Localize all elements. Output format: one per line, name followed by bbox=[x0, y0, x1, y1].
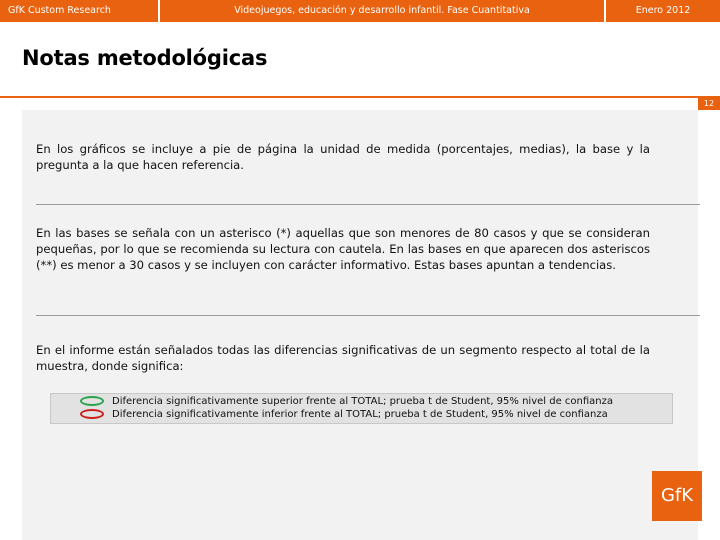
page-title: Notas metodológicas bbox=[22, 46, 268, 70]
note-paragraph-significance: En el informe están señalados todas las diferencias significativas de un segmento respecto al total de la muestra, donde significa: bbox=[36, 343, 650, 373]
section-separator bbox=[36, 315, 700, 316]
header-company: GfK Custom Research bbox=[0, 0, 158, 22]
header-bar bbox=[0, 0, 720, 22]
header-date: Enero 2012 bbox=[606, 0, 720, 22]
title-divider bbox=[0, 96, 720, 98]
legend-item-inferior: Diferencia significativamente inferior frente al TOTAL; prueba t de Student, 95% nivel de confianza bbox=[112, 409, 608, 420]
page-number: 12 bbox=[698, 98, 720, 110]
red-ellipse-icon bbox=[80, 409, 104, 419]
content-panel bbox=[22, 110, 698, 540]
green-ellipse-icon bbox=[80, 396, 104, 406]
section-separator bbox=[36, 204, 700, 205]
legend-item-superior: Diferencia significativamente superior frente al TOTAL; prueba t de Student, 95% nivel de confianza bbox=[112, 396, 614, 407]
note-paragraph-units: En los gráficos se incluye a pie de página la unidad de medida (porcentajes, medias), la base y la pregunta a la que hacen referencia. bbox=[36, 142, 650, 172]
note-paragraph-bases: En las bases se señala con un asterisco (*) aquellas que son menores de 80 casos y que se consideran pequeñas, por lo que se recomienda su lectura con cautela. En las bases en que aparecen dos asteriscos (**) es menor a 30 casos y se incluyen con carácter informativo. Estas bases apuntan a tendencias. bbox=[36, 226, 650, 272]
header-study-title: Videojuegos, educación y desarrollo infantil. Fase Cuantitativa bbox=[160, 0, 604, 22]
gfk-logo: GfK bbox=[652, 471, 702, 521]
